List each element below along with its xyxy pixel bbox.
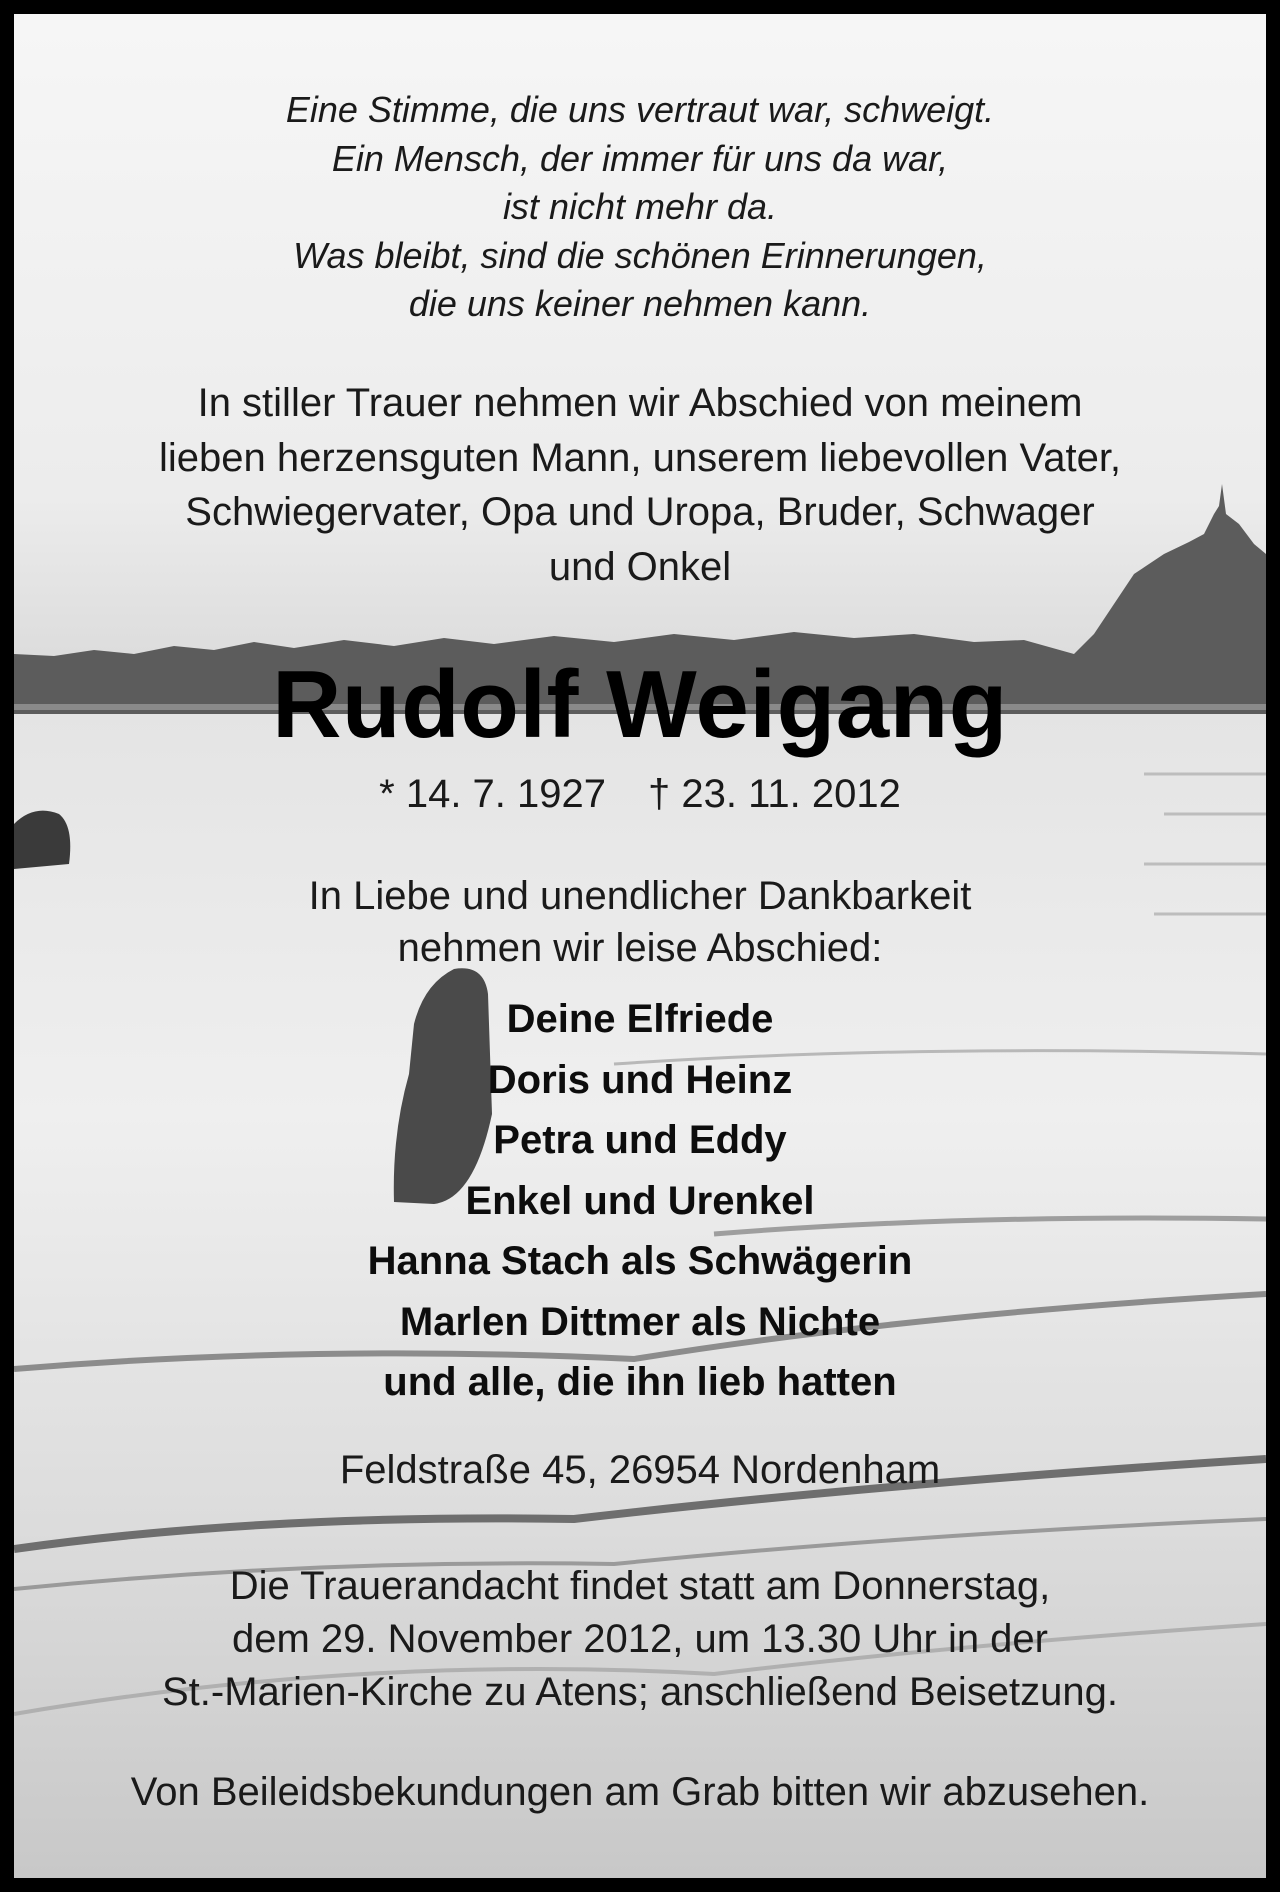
announcement-line: und Onkel — [548, 544, 732, 589]
mourner-entry: und alle, die ihn lieb hatten — [383, 1360, 897, 1404]
death-date: † 23. 11. 2012 — [648, 772, 901, 816]
announcement-line: lieben herzensguten Mann, unserem liebevollen Vater, — [158, 435, 1122, 480]
mourner-entry: Enkel und Urenkel — [465, 1178, 815, 1223]
condolence-note: Von Beileidsbekundungen am Grab bitten wir abzusehen. — [130, 1770, 1150, 1814]
birth-date: * 14. 7. 1927 — [379, 772, 607, 816]
poem-line: Ein Mensch, der immer für uns da war, — [331, 137, 949, 179]
service-line: St.-Marien-Kirche zu Atens; anschließend Beisetzung. — [161, 1670, 1119, 1714]
announcement-text — [14, 376, 1266, 594]
family-address: Feldstraße 45, 26954 Nordenham — [339, 1448, 941, 1492]
mourner-entry: Petra und Eddy — [493, 1118, 787, 1162]
announcement-line: Schwiegervater, Opa und Uropa, Bruder, Schwager — [185, 490, 1095, 534]
poem-line: die uns keiner nehmen kann. — [408, 283, 872, 324]
mourner-entry: Hanna Stach als Schwägerin — [367, 1239, 913, 1283]
poem-line: ist nicht mehr da. — [502, 186, 778, 227]
farewell-text — [14, 870, 1266, 974]
service-line: dem 29. November 2012, um 13.30 Uhr in der — [232, 1617, 1048, 1661]
poem-line: Eine Stimme, die uns vertraut war, schweigt. — [285, 89, 995, 130]
mourner-entry: Deine Elfriede — [506, 997, 774, 1041]
farewell-line: nehmen wir leise Abschied: — [397, 926, 883, 970]
poem-line: Was bleibt, sind die schönen Erinnerungen, — [293, 234, 987, 276]
poem-verse — [14, 86, 1266, 329]
mourner-entry: Marlen Dittmer als Nichte — [399, 1299, 881, 1344]
announcement-line: In stiller Trauer nehmen wir Abschied von meinem — [197, 381, 1083, 425]
funeral-service-info — [14, 1560, 1266, 1719]
deceased-name: Rudolf Weigang — [272, 651, 1008, 758]
farewell-line: In Liebe und unendlicher Dankbarkeit — [308, 874, 972, 918]
life-dates — [14, 770, 1266, 818]
boat-silhouette — [14, 811, 70, 869]
mourners-list — [14, 989, 1266, 1413]
service-line: Die Trauerandacht findet statt am Donnerstag, — [229, 1564, 1051, 1608]
mourner-entry: Doris und Heinz — [487, 1057, 793, 1102]
